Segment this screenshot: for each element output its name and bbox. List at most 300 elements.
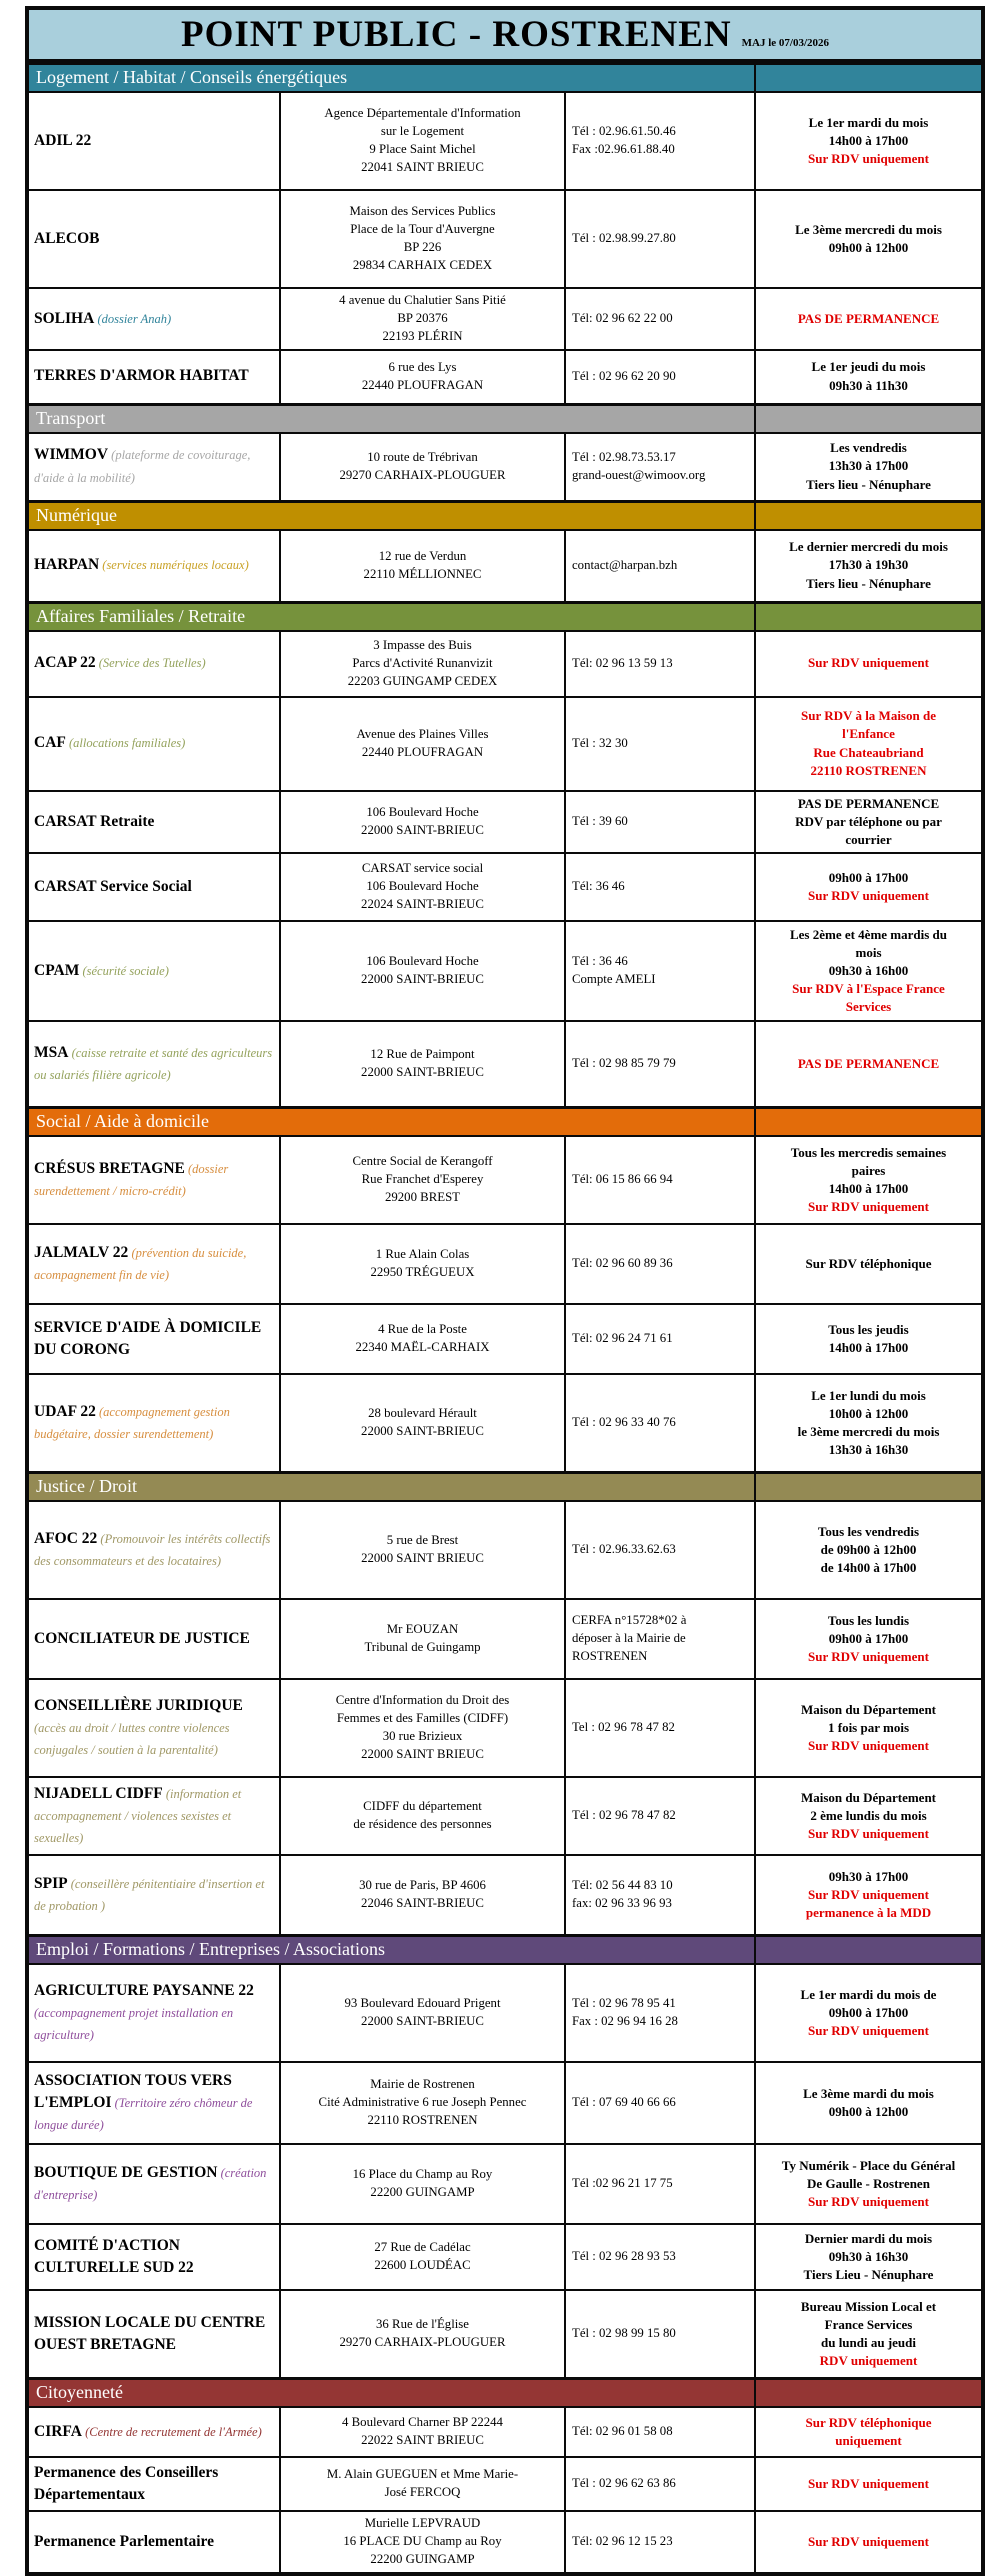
schedule-line: Le 3ème mercredi du mois	[795, 221, 942, 237]
schedule-line: Sur RDV uniquement	[808, 150, 929, 166]
address-line: 27 Rue de Cadélac	[374, 2240, 471, 2255]
address-cell	[279, 2145, 564, 2223]
schedule-cell	[754, 2458, 981, 2510]
contact-line: Tél : 39 60	[572, 813, 628, 828]
table-row	[29, 2291, 981, 2379]
schedule-line: Tous les jeudis	[828, 1321, 909, 1337]
address-cell	[279, 1305, 564, 1373]
address-line: Rue Franchet d'Esperey	[361, 1172, 484, 1187]
org-name: WIMMOV	[34, 446, 109, 464]
org-name-wrap	[34, 1873, 275, 1918]
org-name: SOLIHA	[34, 309, 95, 327]
address-cell	[279, 2063, 564, 2143]
contact-cell	[564, 854, 754, 920]
org-cell	[29, 531, 279, 601]
org-name: Permanence Parlementaire	[34, 2532, 215, 2550]
address-line: 4 Boulevard Charner BP 22244	[342, 2415, 503, 2430]
address-line: 5 rue de Brest	[386, 1533, 459, 1548]
section-header-row	[29, 1108, 981, 1137]
contact-line: Tél: 02 96 13 59 13	[572, 655, 673, 670]
address-cell	[279, 1137, 564, 1223]
section-header-cap	[756, 406, 981, 432]
org-name-wrap	[34, 1317, 275, 1362]
address-cell	[279, 922, 564, 1020]
org-note: (création d'entreprise)	[34, 2165, 267, 2203]
org-name-wrap	[34, 365, 249, 387]
address-line: Cité Administrative 6 rue Joseph Pennec	[318, 2095, 527, 2110]
contact-cell	[564, 191, 754, 287]
address-line: 22340 MAËL-CARHAIX	[355, 1340, 490, 1355]
schedule-line: 09h00 à 17h00	[828, 2005, 909, 2021]
address-line: 29200 BREST	[384, 1190, 460, 1205]
table-row	[29, 1305, 981, 1375]
org-name-wrap	[34, 1980, 275, 2047]
schedule-line: 09h30 à 17h00	[828, 1868, 909, 1884]
schedule-cell	[754, 434, 981, 500]
schedule-line: Le 1er lundi du mois	[811, 1387, 926, 1403]
address-cell	[279, 1225, 564, 1303]
table-row	[29, 1856, 981, 1936]
org-name: CRÉSUS BRETAGNE	[34, 1159, 185, 1177]
contact-line: Tél : 02.96.33.62.63	[572, 1542, 676, 1557]
address-cell	[279, 191, 564, 287]
schedule-cell	[754, 289, 981, 349]
schedule-cell	[754, 2291, 981, 2377]
table-row	[29, 1502, 981, 1600]
org-name-wrap	[34, 960, 169, 982]
address-line: 36 Rue de l'Église	[376, 2317, 469, 2332]
contact-cell	[564, 1680, 754, 1776]
schedule-line: Ty Numérik - Place du Général	[781, 2157, 956, 2173]
schedule-cell	[754, 1305, 981, 1373]
schedule-line: 2 ème lundis du mois	[810, 1808, 927, 1824]
org-cell	[29, 1225, 279, 1303]
schedule-line: 14h00 à 17h00	[828, 132, 909, 148]
schedule-line: 1 fois par mois	[827, 1720, 909, 1736]
contact-cell	[564, 1225, 754, 1303]
contact-line: Tél : 02 96 33 40 76	[572, 1415, 676, 1430]
address-line: Mairie de Rostrenen	[370, 2077, 475, 2092]
org-note: (Centre de recrutement de l'Armée)	[81, 2424, 262, 2439]
schedule-line: Maison du Département	[800, 1701, 937, 1717]
contact-line: Tél: 02 56 44 83 10	[572, 1878, 673, 1893]
org-name: CIRFA	[34, 2422, 82, 2440]
address-cell	[279, 632, 564, 696]
table-row	[29, 1137, 981, 1225]
address-line: 30 rue Brizieux	[382, 1729, 463, 1744]
section-title: Citoyenneté	[29, 2380, 756, 2406]
section-title: Emploi / Formations / Entreprises / Associations	[29, 1937, 756, 1963]
contact-line: CERFA n°15728*02 à	[572, 1613, 687, 1628]
schedule-cell	[754, 698, 981, 790]
org-name: ALECOB	[34, 229, 100, 247]
address-line: Centre Social de Kerangoff	[352, 1154, 493, 1169]
org-cell	[29, 2063, 279, 2143]
schedule-line: Le 1er mardi du mois de	[800, 1986, 937, 2002]
address-line: BP 20376	[397, 310, 448, 325]
contact-line: Tél: 02 96 12 15 23	[572, 2534, 673, 2549]
contact-line: Tél : 02 98 99 15 80	[572, 2326, 676, 2341]
schedule-line: Le 1er mardi du mois	[808, 114, 929, 130]
address-line: 10 route de Trébrivan	[367, 449, 478, 464]
contact-line: Tél : 32 30	[572, 735, 628, 750]
schedule-line: Services	[845, 999, 892, 1015]
schedule-line: 09h00 à 17h00	[828, 869, 909, 885]
address-cell	[279, 2408, 564, 2456]
org-name-wrap	[34, 308, 171, 330]
org-cell	[29, 1778, 279, 1854]
address-line: 22000 SAINT-BRIEUC	[361, 1065, 484, 1080]
address-line: José FERCOQ	[384, 2485, 461, 2500]
schedule-line: Rue Chateaubriand	[813, 744, 924, 760]
schedule-line: 14h00 à 17h00	[828, 1340, 909, 1356]
contact-line: Tél : 02 96 78 47 82	[572, 1808, 676, 1823]
address-line: 28 boulevard Hérault	[368, 1406, 477, 1421]
contact-line: Tél : 02 96 28 93 53	[572, 2249, 676, 2264]
schedule-line: Sur RDV à la Maison de	[801, 708, 936, 724]
address-line: 22110 MÉLLIONNEC	[363, 566, 482, 581]
schedule-line: Sur RDV téléphonique	[805, 2414, 932, 2430]
schedule-line: Sur RDV uniquement	[808, 2533, 929, 2549]
contact-line: Tél :02 96 21 17 75	[572, 2176, 673, 2191]
table-row	[29, 854, 981, 922]
schedule-line: permanence à la MDD	[805, 1905, 932, 1921]
address-line: Parcs d'Activité Runanvizit	[352, 655, 493, 670]
org-cell	[29, 2512, 279, 2572]
schedule-cell	[754, 632, 981, 696]
schedule-line: 09h30 à 11h30	[829, 377, 908, 393]
org-name-wrap	[34, 1158, 275, 1203]
org-name-wrap	[34, 2421, 262, 2443]
schedule-line: Sur RDV uniquement	[808, 1649, 929, 1665]
schedule-cell	[754, 191, 981, 287]
contact-line: Tél : 02.96.61.50.46	[572, 123, 676, 138]
org-note: (dossier Anah)	[94, 311, 172, 326]
org-name-wrap	[34, 1695, 275, 1762]
org-name-wrap	[34, 2070, 275, 2137]
section-header-row	[29, 502, 981, 531]
schedule-line: l'Enfance	[842, 726, 895, 742]
address-line: 106 Boulevard Hoche	[366, 804, 479, 819]
org-name: ADIL 22	[34, 131, 92, 149]
address-line: de résidence des personnes	[353, 1817, 492, 1832]
org-cell	[29, 1375, 279, 1471]
section-header-cap	[756, 503, 981, 529]
address-line: BP 226	[403, 239, 442, 254]
schedule-line: Le dernier mercredi du mois	[789, 539, 948, 555]
org-name: TERRES D'ARMOR HABITAT	[34, 367, 249, 385]
org-cell	[29, 2225, 279, 2289]
table-row	[29, 2063, 981, 2145]
org-name: CARSAT Service Social	[34, 877, 192, 895]
schedule-line: Sur RDV uniquement	[808, 888, 929, 904]
contact-cell	[564, 1137, 754, 1223]
address-cell	[279, 1502, 564, 1598]
address-line: 106 Boulevard Hoche	[366, 879, 479, 894]
org-note: (accompagnement gestion budgétaire, dossier surendettement)	[34, 1404, 230, 1442]
schedule-line: Le 1er jeudi du mois	[811, 359, 926, 375]
address-line: 93 Boulevard Edouard Prigent	[344, 1996, 501, 2011]
address-line: 29270 CARHAIX-PLOUGUER	[339, 467, 506, 482]
org-cell	[29, 1305, 279, 1373]
address-line: 22022 SAINT BRIEUC	[361, 2433, 484, 2448]
org-name-wrap	[34, 1528, 275, 1573]
address-line: sur le Logement	[380, 123, 465, 138]
contact-line: contact@harpan.bzh	[572, 557, 678, 572]
schedule-line: Tous les vendredis	[817, 1523, 920, 1539]
page-title: POINT PUBLIC - ROSTRENEN	[180, 14, 732, 55]
address-cell	[279, 1375, 564, 1471]
contact-cell	[564, 93, 754, 189]
org-note: (accès au droit / luttes contre violences conjugales / soutien à la parentalité)	[34, 1720, 230, 1758]
table-row	[29, 93, 981, 191]
org-name-wrap	[34, 2162, 275, 2207]
table-row	[29, 1778, 981, 1856]
schedule-line: 10h00 à 12h00	[828, 1405, 909, 1421]
org-name-wrap	[34, 811, 154, 833]
table-row	[29, 1965, 981, 2063]
contact-line: Tél: 06 15 86 66 94	[572, 1172, 673, 1187]
org-name: CONCILIATEUR DE JUSTICE	[34, 1629, 250, 1647]
contact-line: Tél : 02 96 62 63 86	[572, 2476, 676, 2491]
table-row	[29, 434, 981, 502]
schedule-cell	[754, 1375, 981, 1471]
org-cell	[29, 922, 279, 1020]
address-cell	[279, 2225, 564, 2289]
address-cell	[279, 2458, 564, 2510]
section-header-cap	[756, 65, 981, 91]
schedule-line: De Gaulle - Rostrenen	[807, 2176, 930, 2192]
address-line: 29834 CARHAIX CEDEX	[352, 257, 493, 272]
schedule-line: Sur RDV uniquement	[808, 655, 929, 671]
org-name: NIJADELL CIDFF	[34, 1784, 163, 1802]
contact-line: déposer à la Mairie de	[572, 1631, 686, 1646]
schedule-line: 14h00 à 17h00	[828, 1181, 909, 1197]
contact-line: Tel : 02 96 78 47 82	[572, 1720, 675, 1735]
address-line: 12 Rue de Paimpont	[370, 1047, 475, 1062]
table-row	[29, 2408, 981, 2458]
contact-cell	[564, 2458, 754, 2510]
org-cell	[29, 1965, 279, 2061]
org-name-wrap	[34, 1042, 275, 1087]
section-title: Transport	[29, 406, 756, 432]
contact-line: Fax :02.96.61.88.40	[572, 141, 675, 156]
org-name-wrap	[34, 2312, 275, 2357]
contact-line: Tél : 02 98 85 79 79	[572, 1056, 676, 1071]
contact-cell	[564, 1600, 754, 1678]
org-cell	[29, 698, 279, 790]
schedule-line: 09h00 à 12h00	[828, 2104, 909, 2120]
contact-cell	[564, 1965, 754, 2061]
schedule-line: Tiers lieu - Nénuphare	[806, 476, 931, 492]
contact-line: Tél : 07 69 40 66 66	[572, 2095, 676, 2110]
schedule-line: mois	[855, 944, 882, 960]
schedule-cell	[754, 1680, 981, 1776]
section-title: Affaires Familiales / Retraite	[29, 604, 756, 630]
table-row	[29, 2512, 981, 2572]
table-row	[29, 2145, 981, 2225]
contact-cell	[564, 1856, 754, 1934]
section-title: Justice / Droit	[29, 1474, 756, 1500]
schedule-line: du lundi au jeudi	[820, 2335, 917, 2351]
schedule-line: Sur RDV uniquement	[808, 2476, 929, 2492]
org-note: (plateforme de covoiturage, d'aide à la mobilité)	[34, 448, 251, 485]
schedule-line: Sur RDV uniquement	[808, 2194, 929, 2210]
schedule-cell	[754, 1502, 981, 1598]
address-line: CIDFF du département	[363, 1799, 482, 1814]
contact-cell	[564, 698, 754, 790]
contact-line: Tél : 02.98.73.53.17	[572, 449, 676, 464]
org-cell	[29, 2145, 279, 2223]
address-line: 22000 SAINT-BRIEUC	[361, 2014, 484, 2029]
table-row	[29, 698, 981, 792]
address-line: 22041 SAINT BRIEUC	[361, 159, 484, 174]
org-cell	[29, 434, 279, 500]
org-note: (information et accompagnement / violences sexistes et sexuelles)	[34, 1786, 242, 1846]
org-name: COMITÉ D'ACTION CULTURELLE SUD 22	[34, 2236, 194, 2277]
address-line: M. Alain GUEGUEN et Mme Marie-	[326, 2467, 519, 2482]
org-note: (conseillère pénitentiaire d'insertion et de probation )	[34, 1876, 265, 1914]
contact-cell	[564, 1778, 754, 1854]
contact-line: Tél : 02 96 62 20 90	[572, 368, 676, 383]
schedule-cell	[754, 1225, 981, 1303]
org-name: CONSEILLIÈRE JURIDIQUE	[34, 1696, 243, 1714]
address-cell	[279, 1022, 564, 1106]
org-name-wrap	[34, 1401, 275, 1446]
schedule-cell	[754, 2512, 981, 2572]
org-name-wrap	[34, 1783, 275, 1850]
address-cell	[279, 434, 564, 500]
address-cell	[279, 854, 564, 920]
org-name: SPIP	[34, 1874, 68, 1892]
org-name: JALMALV 22	[34, 1243, 129, 1261]
contact-cell	[564, 2145, 754, 2223]
org-name-wrap	[34, 732, 185, 754]
org-note: (caisse retraite et santé des agriculteurs ou salariés filière agricole)	[34, 1045, 273, 1083]
org-note: (allocations familiales)	[65, 736, 186, 751]
address-cell	[279, 289, 564, 349]
address-line: 22193 PLÉRIN	[382, 328, 463, 343]
address-line: 22203 GUINGAMP CEDEX	[347, 673, 498, 688]
schedule-cell	[754, 1600, 981, 1678]
org-name: SERVICE D'AIDE À DOMICILE DU CORONG	[34, 1318, 262, 1359]
contact-line: Tél : 36 46	[572, 954, 628, 969]
org-cell	[29, 1022, 279, 1106]
table-row	[29, 922, 981, 1022]
schedule-line: uniquement	[835, 2433, 902, 2449]
schedule-line: de 14h00 à 17h00	[820, 1560, 917, 1576]
schedule-line: Tous les mercredis semaines	[790, 1144, 947, 1160]
org-name: AFOC 22	[34, 1529, 98, 1547]
table-row	[29, 792, 981, 855]
address-line: Agence Départementale d'Information	[324, 106, 521, 121]
address-line: 30 rue de Paris, BP 4606	[359, 1878, 486, 1893]
contact-cell	[564, 922, 754, 1020]
table-row	[29, 531, 981, 603]
org-note: (dossier surendettement / micro-crédit)	[34, 1161, 229, 1199]
schedule-line: paires	[851, 1162, 886, 1178]
org-note: (accompagnement projet installation en agriculture)	[34, 2005, 234, 2043]
contact-cell	[564, 1305, 754, 1373]
schedule-line: Tous les lundis	[827, 1612, 910, 1628]
address-line: 22000 SAINT-BRIEUC	[361, 822, 484, 837]
org-cell	[29, 2458, 279, 2510]
schedule-line: 09h00 à 12h00	[828, 239, 909, 255]
table-row	[29, 1680, 981, 1778]
schedule-line: 13h30 à 16h30	[828, 1442, 909, 1458]
table-row	[29, 632, 981, 698]
table-row	[29, 1022, 981, 1108]
contact-line: grand-ouest@wimoov.org	[572, 467, 706, 482]
address-cell	[279, 1600, 564, 1678]
address-line: 22000 SAINT BRIEUC	[361, 1551, 484, 1566]
schedule-line: Sur RDV téléphonique	[805, 1256, 932, 1272]
contact-cell	[564, 2225, 754, 2289]
org-cell	[29, 351, 279, 403]
schedule-line: RDV uniquement	[819, 2353, 918, 2369]
org-name: Permanence des Conseillers Départementaux	[34, 2463, 219, 2504]
table-row	[29, 289, 981, 351]
contact-cell	[564, 2512, 754, 2572]
org-name-wrap	[34, 1628, 250, 1650]
address-line: 3 Impasse des Buis	[373, 637, 472, 652]
org-name: CARSAT Retraite	[34, 812, 155, 830]
org-cell	[29, 632, 279, 696]
address-line: 22000 SAINT-BRIEUC	[361, 1424, 484, 1439]
contact-cell	[564, 289, 754, 349]
org-name: CPAM	[34, 961, 80, 979]
address-cell	[279, 93, 564, 189]
org-name-wrap	[34, 2462, 275, 2507]
contact-cell	[564, 351, 754, 403]
directory-frame	[25, 6, 985, 2576]
schedule-line: PAS DE PERMANENCE	[797, 795, 940, 811]
section-header-cap	[756, 604, 981, 630]
contact-cell	[564, 434, 754, 500]
contact-line: Tél: 02 96 62 22 00	[572, 310, 673, 325]
schedule-cell	[754, 1856, 981, 1934]
org-name-wrap	[34, 652, 206, 674]
schedule-cell	[754, 792, 981, 853]
address-cell	[279, 1965, 564, 2061]
org-cell	[29, 289, 279, 349]
address-line: Femmes et des Familles (CIDFF)	[336, 1711, 509, 1726]
section-header-row	[29, 603, 981, 632]
org-name: CAF	[34, 734, 66, 752]
address-line: CARSAT service social	[361, 861, 484, 876]
address-line: 22000 SAINT-BRIEUC	[361, 972, 484, 987]
address-line: 1 Rue Alain Colas	[375, 1247, 470, 1262]
section-header-row	[29, 1936, 981, 1965]
schedule-line: Sur RDV uniquement	[808, 2023, 929, 2039]
address-cell	[279, 2291, 564, 2377]
org-name: ACAP 22	[34, 654, 96, 672]
schedule-line: Les vendredis	[830, 440, 907, 456]
address-line: 29270 CARHAIX-PLOUGUER	[339, 2335, 506, 2350]
schedule-line: 17h30 à 19h30	[828, 557, 909, 573]
table-row	[29, 2458, 981, 2512]
contact-cell	[564, 2291, 754, 2377]
schedule-line: le 3ème mercredi du mois	[797, 1424, 940, 1440]
address-line: 16 Place du Champ au Roy	[352, 2167, 493, 2182]
contact-line: fax: 02 96 33 96 93	[572, 1896, 672, 1911]
contact-cell	[564, 632, 754, 696]
schedule-line: PAS DE PERMANENCE	[797, 1056, 940, 1072]
address-cell	[279, 531, 564, 601]
schedule-cell	[754, 1137, 981, 1223]
contact-cell	[564, 792, 754, 853]
schedule-line: Les 2ème et 4ème mardis du	[789, 926, 948, 942]
